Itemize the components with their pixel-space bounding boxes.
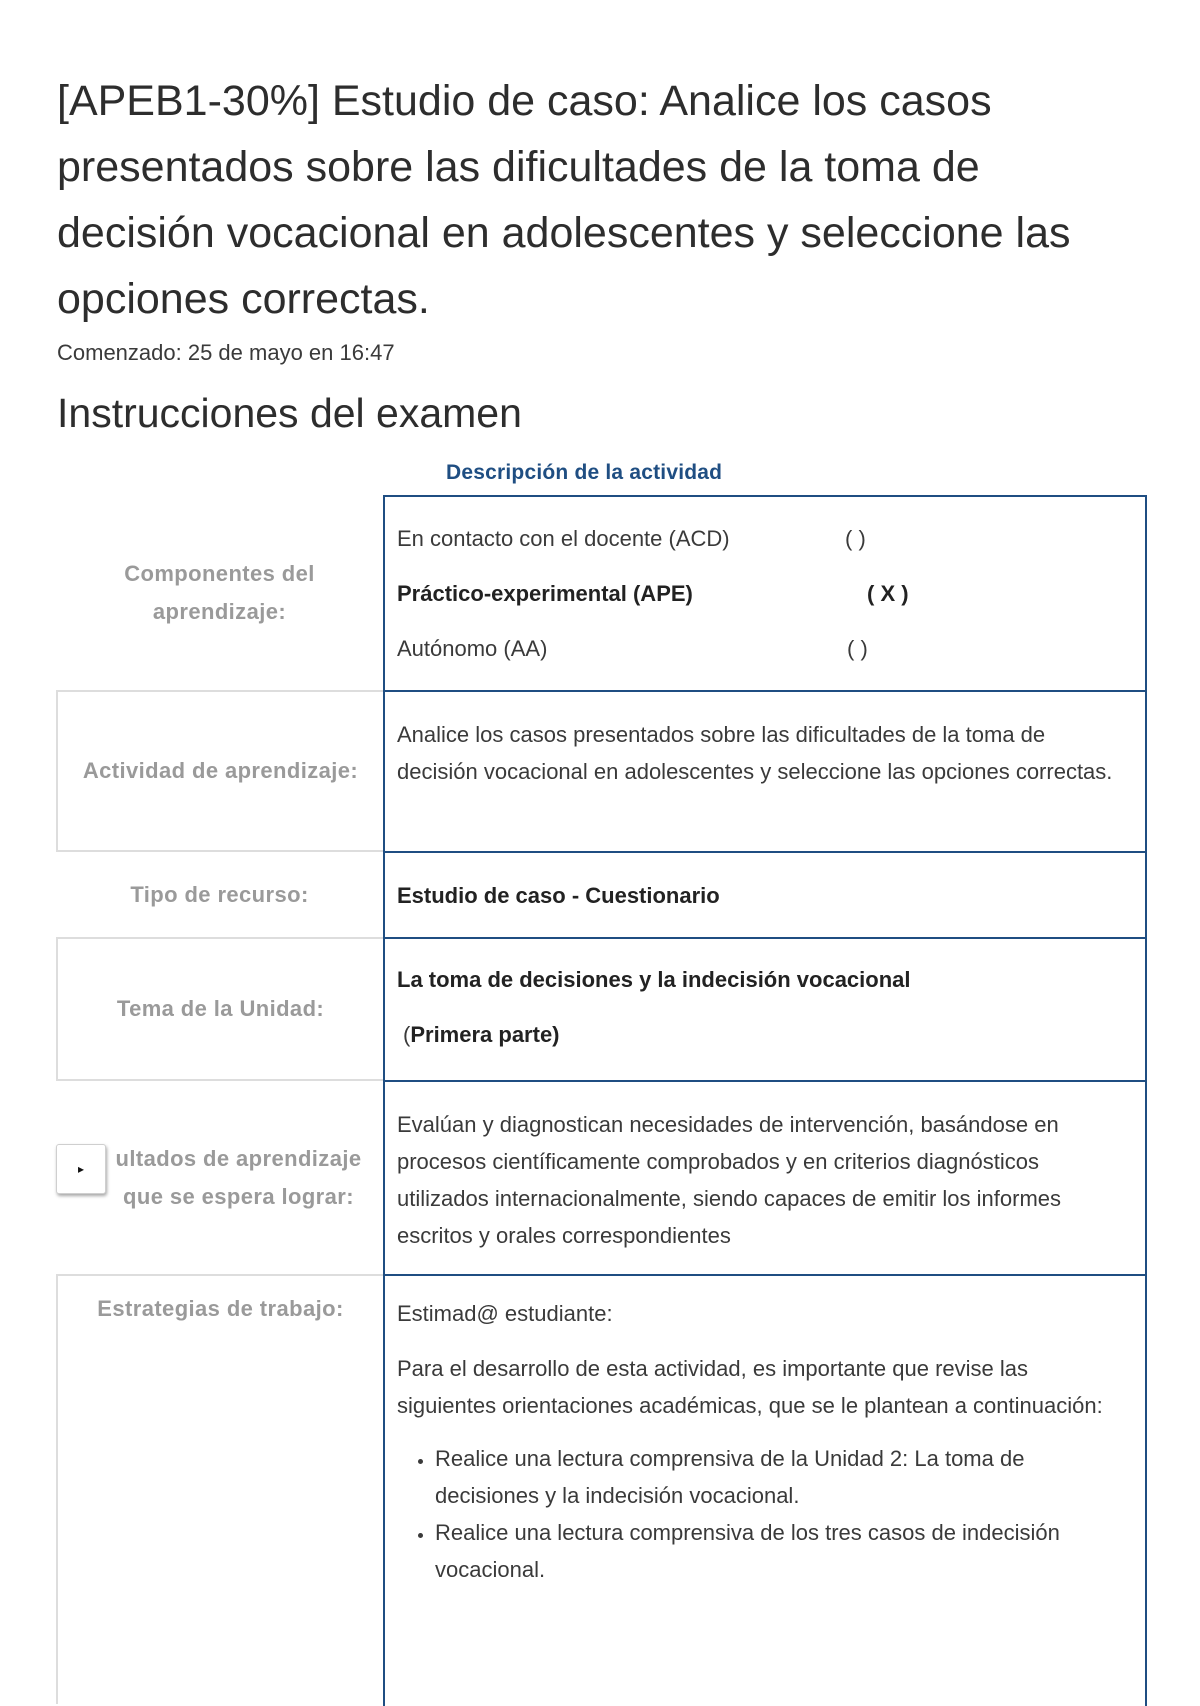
- component-ape-mark: ( X ): [867, 581, 909, 606]
- component-acd: [397, 511, 1127, 566]
- components-cell: [383, 497, 1147, 690]
- table-caption: Descripción de la actividad: [446, 461, 723, 484]
- resource-label: Tipo de recurso:: [130, 881, 309, 907]
- component-aa-text: Autónomo (AA): [397, 636, 548, 661]
- outcomes-cell: [383, 1082, 1147, 1275]
- play-button[interactable]: [56, 1144, 106, 1194]
- component-aa: [397, 621, 1127, 676]
- strategies-list-item: • Realice una lectura comprensiva de la Unidad 2: La toma de decisiones y la indecisión vocacional.: [435, 1440, 1127, 1514]
- resource-cell: [383, 853, 1147, 937]
- unit-topic-line1: La toma de decisiones y la indecisión vocacional: [397, 967, 911, 992]
- components-label: Componentes del aprendizaje:: [124, 560, 315, 624]
- strategies-list-item: • Realice una lectura comprensiva de los tres casos de indecisión vocacional.: [435, 1514, 1127, 1588]
- strategies-cell: [383, 1276, 1147, 1706]
- unit-topic-label: Tema de la Unidad:: [56, 937, 383, 1081]
- unit-topic-paren: (: [403, 1022, 411, 1047]
- started-timestamp: Comenzado: 25 de mayo en 16:47: [57, 340, 395, 365]
- play-icon: ▸: [77, 1162, 85, 1176]
- strategies-list: [397, 1440, 1127, 1588]
- strategies-greeting: Estimad@ estudiante:: [397, 1301, 613, 1326]
- component-acd-text: En contacto con el docente (ACD): [397, 526, 730, 551]
- quiz-title: [APEB1-30%] Estudio de caso: Analice los casos presentados sobre las dificultades de la toma de decisión vocacional en adolescentes y seleccione las opciones correctas.: [57, 77, 1071, 323]
- activity-cell: [383, 692, 1147, 852]
- outcomes-text: Evalúan y diagnostican necesidades de intervención, basándose en procesos científicamente comprobados y en criterios diagnósticos utilizados internacionalmente, siendo capaces de emitir los informes escritos y orales correspondientes: [397, 1112, 1062, 1248]
- activity-label: Actividad de aprendizaje:: [56, 690, 383, 852]
- resource-text: Estudio de caso - Cuestionario: [397, 882, 720, 908]
- instructions-heading: Instrucciones del examen: [57, 390, 522, 436]
- component-ape: [397, 566, 1127, 621]
- component-acd-mark: ( ): [845, 526, 866, 551]
- strategies-label: Estrategias de trabajo:: [56, 1274, 383, 1704]
- unit-topic-cell: [383, 939, 1147, 1081]
- component-ape-text: Práctico-experimental (APE): [397, 581, 693, 606]
- outcomes-label: ultados de aprendizaje que se espera lograr:: [115, 1146, 362, 1209]
- strategies-intro: Para el desarrollo de esta actividad, es importante que revise las siguientes orientaciones académicas, que se le plantean a continuación:: [397, 1356, 1103, 1418]
- activity-text: Analice los casos presentados sobre las dificultades de la toma de decisión vocacional en adolescentes y seleccione las opciones correctas.: [397, 722, 1113, 784]
- unit-topic-line2: Primera parte): [410, 1022, 560, 1047]
- component-aa-mark: ( ): [847, 636, 868, 661]
